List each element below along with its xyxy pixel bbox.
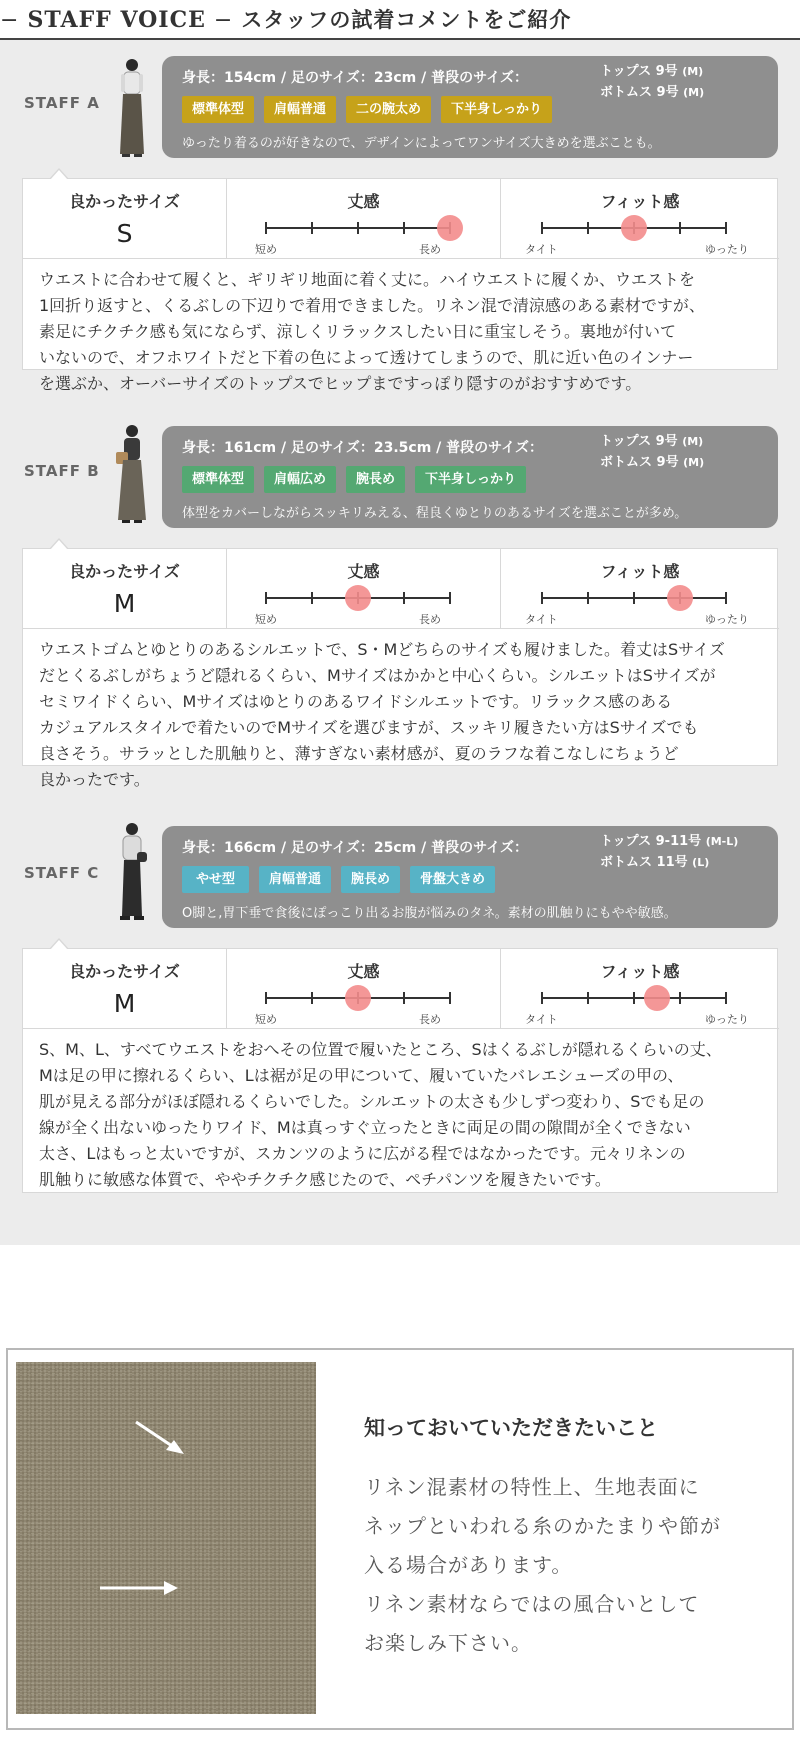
staff-profile-bubble xyxy=(162,826,778,928)
notice-body xyxy=(364,1468,721,1663)
tops-letter: (M) xyxy=(682,65,704,78)
scale-marker xyxy=(437,215,463,241)
scale-tick xyxy=(587,222,589,234)
review-line: セミワイドくらい、Mサイズはゆとりのあるワイドシルエットです。リラックス感のある xyxy=(39,692,673,711)
notice-line: リネン混素材の特性上、生地表面に xyxy=(364,1475,700,1499)
body-tag: 二の腕太め xyxy=(346,96,431,123)
review-line: ウエストに合わせて履くと、ギリギリ地面に着く丈に。ハイウエストに履くか、ウエストを xyxy=(39,270,696,289)
staff-profile-comment: ゆったり着るのが好きなので、デザインによってワンサイズ大きめを選ぶことも。 xyxy=(182,136,661,151)
rating-row xyxy=(23,179,779,259)
length-left-label: 短め xyxy=(255,243,277,256)
staff-c-photo xyxy=(110,820,154,924)
review-line: 線が全く出ないゆったりワイド、Mは真っすぐ立ったときに両足の間の隙間が全くできない xyxy=(39,1118,691,1137)
staff-b-photo xyxy=(110,422,154,526)
body-tag: 肩幅普通 xyxy=(259,866,331,893)
fit-title: フィット感 xyxy=(600,192,680,211)
scale-tick xyxy=(403,592,405,604)
title-english: STAFF VOICE xyxy=(27,7,206,33)
usual-sizes xyxy=(600,831,738,873)
scale-tick xyxy=(265,222,267,234)
body-type-tags xyxy=(182,466,536,493)
best-size-cell xyxy=(23,549,227,629)
fit-left-label: タイト xyxy=(525,613,558,626)
best-size-title: 良かったサイズ xyxy=(69,562,180,581)
staff-profile-comment: O脚と,胃下垂で食後にぽっこり出るお腹が悩みのタネ。素材の肌触りにもやや敏感。 xyxy=(182,906,677,921)
review-card xyxy=(22,548,778,789)
review-line: ウエストゴムとゆとりのあるシルエットで、S・Mどちらのサイズも履けました。着丈はSサイズ xyxy=(39,640,725,659)
notice-title: 知っておいていただきたいこと xyxy=(364,1416,658,1440)
linen-fabric-photo xyxy=(16,1362,316,1714)
review-text xyxy=(39,267,769,397)
review-line: 良かったです。 xyxy=(39,770,150,789)
scale-marker xyxy=(345,585,371,611)
bottoms-letter: (L) xyxy=(692,856,710,869)
length-right-label: 長め xyxy=(419,243,441,256)
staff-label: STAFF A xyxy=(24,94,100,112)
scale-tick xyxy=(311,592,313,604)
bottoms-label: ボトムス xyxy=(600,85,653,100)
length-scale xyxy=(265,587,455,607)
title-japanese: スタッフの試着コメントをご紹介 xyxy=(241,8,572,32)
scale-tick xyxy=(403,222,405,234)
body-tag: 肩幅普通 xyxy=(264,96,336,123)
scale-tick xyxy=(541,592,543,604)
usual-sizes xyxy=(600,61,704,103)
length-right-label: 長め xyxy=(419,1013,441,1026)
length-right-label: 長め xyxy=(419,613,441,626)
scale-tick xyxy=(357,222,359,234)
scale-tick xyxy=(725,592,727,604)
scale-tick xyxy=(725,222,727,234)
fit-title: フィット感 xyxy=(600,962,680,981)
fit-title: フィット感 xyxy=(600,562,680,581)
notice-line: 入る場合があります。 xyxy=(364,1553,573,1577)
staff-b-section xyxy=(0,426,800,789)
best-size-title: 良かったサイズ xyxy=(69,192,180,211)
review-card xyxy=(22,948,778,1193)
scale-tick xyxy=(679,222,681,234)
scale-tick xyxy=(541,222,543,234)
best-size-cell xyxy=(23,179,227,259)
staff-a-section xyxy=(0,56,800,393)
scale-tick xyxy=(679,992,681,1004)
tops-size: 9-11号 xyxy=(655,834,702,849)
length-left-label: 短め xyxy=(255,1013,277,1026)
scale-tick xyxy=(633,592,635,604)
review-line: Mは足の甲に擦れるくらい、Lは裾が足の甲について、履いていたバレエシューズの甲の、 xyxy=(39,1066,684,1085)
section-header xyxy=(0,0,800,40)
body-tag: 下半身しっかり xyxy=(441,96,552,123)
rating-row xyxy=(23,549,779,629)
fit-left-label: タイト xyxy=(525,1013,558,1026)
best-size-value: S xyxy=(116,219,133,248)
body-type-tags xyxy=(182,866,505,893)
scale-marker xyxy=(345,985,371,1011)
body-tag: 標準体型 xyxy=(182,466,254,493)
fit-right-label: ゆったり xyxy=(705,613,749,626)
staff-voice-panel xyxy=(0,40,800,1245)
scale-tick xyxy=(725,992,727,1004)
tops-label: トップス xyxy=(600,434,652,449)
scale-tick xyxy=(265,992,267,1004)
body-type-tags xyxy=(182,96,562,123)
section-title xyxy=(0,4,571,34)
notice-line: リネン素材ならではの風合いとして xyxy=(364,1592,700,1616)
bottoms-letter: (M) xyxy=(683,456,705,469)
review-line: 1回折り返すと、くるぶしの下辺りで着用できました。リネン混で清涼感のある素材ですが、 xyxy=(39,296,705,315)
review-line: 良さそう。サラッとした肌触りと、薄すぎない素材感が、夏のラフな着こなしにちょうど xyxy=(39,744,679,763)
length-cell xyxy=(227,549,501,629)
fit-scale xyxy=(541,987,731,1007)
scale-tick xyxy=(449,592,451,604)
scale-tick xyxy=(633,992,635,1004)
notice-line: ネップといわれる糸のかたまりや節が xyxy=(364,1514,721,1538)
fit-cell xyxy=(501,949,779,1029)
scale-tick xyxy=(587,592,589,604)
bottoms-label: ボトムス xyxy=(600,855,653,870)
review-card xyxy=(22,178,778,393)
review-line: カジュアルスタイルで着たいのでMサイズを選びますが、スッキリ履きたい方はSサイズでも xyxy=(39,718,699,737)
scale-tick xyxy=(449,992,451,1004)
fit-cell xyxy=(501,179,779,259)
notice-line: お楽しみ下さい。 xyxy=(364,1631,532,1655)
fit-right-label: ゆったり xyxy=(705,243,749,256)
tops-letter: (M) xyxy=(682,435,704,448)
staff-label: STAFF B xyxy=(24,462,100,480)
review-line: いないので、オフホワイトだと下着の色によって透けてしまうので、肌に近い色のインナー xyxy=(39,348,694,367)
review-line: を選ぶか、オーバーサイズのトップスでヒップまですっぽり隠すのがおすすめです。 xyxy=(39,374,642,393)
body-tag: 標準体型 xyxy=(182,96,254,123)
staff-stats: 身長：161cm / 足のサイズ：23.5cm / 普段のサイズ： xyxy=(182,440,544,456)
scale-marker xyxy=(667,585,693,611)
scale-tick xyxy=(403,992,405,1004)
fit-left-label: タイト xyxy=(525,243,558,256)
length-left-label: 短め xyxy=(255,613,277,626)
body-tag: 骨盤大きめ xyxy=(410,866,495,893)
fit-scale xyxy=(541,217,731,237)
staff-profile-bubble xyxy=(162,426,778,528)
staff-c-section xyxy=(0,826,800,1236)
length-title: 丈感 xyxy=(347,562,380,581)
staff-a-photo xyxy=(110,56,154,160)
review-line: だとくるぶしがちょうど隠れるくらい、Mサイズはかかと中心くらい。シルエットはSサイズが xyxy=(39,666,716,685)
body-tag: やせ型 xyxy=(182,866,249,893)
review-line: 肌触りに敏感な体質で、ややチクチク感じたので、ペチパンツを履きたいです。 xyxy=(39,1170,611,1189)
staff-profile-bubble xyxy=(162,56,778,158)
title-separator-2: − xyxy=(213,8,234,33)
bottoms-size: 9号 xyxy=(656,455,679,470)
best-size-value: M xyxy=(113,989,136,1018)
scale-tick xyxy=(311,222,313,234)
notice-box xyxy=(6,1348,794,1730)
staff-stats: 身長：166cm / 足のサイズ：25cm / 普段のサイズ： xyxy=(182,840,528,856)
length-cell xyxy=(227,179,501,259)
length-scale xyxy=(265,987,455,1007)
length-scale xyxy=(265,217,455,237)
scale-tick xyxy=(265,592,267,604)
body-tag: 下半身しっかり xyxy=(415,466,526,493)
length-cell xyxy=(227,949,501,1029)
scale-tick xyxy=(587,992,589,1004)
title-separator: − xyxy=(0,8,20,33)
fit-right-label: ゆったり xyxy=(705,1013,749,1026)
scale-tick xyxy=(541,992,543,1004)
tops-label: トップス xyxy=(600,64,652,79)
review-line: 素足にチクチク感も気にならず、涼しくリラックスしたい日に重宝しそう。裏地が付いて xyxy=(39,322,676,341)
best-size-cell xyxy=(23,949,227,1029)
staff-profile-comment: 体型をカバーしながらスッキリみえる、程良くゆとりのあるサイズを選ぶことが多め。 xyxy=(182,506,688,521)
length-title: 丈感 xyxy=(347,962,380,981)
review-text xyxy=(39,637,769,793)
tops-letter: (M-L) xyxy=(705,835,739,848)
tops-size: 9号 xyxy=(655,64,678,79)
bottoms-letter: (M) xyxy=(683,86,705,99)
bottoms-size: 9号 xyxy=(656,85,679,100)
review-line: 肌が見える部分がほぼ隠れるくらいでした。シルエットの太さも少しずつ変わり、Sでも足の xyxy=(39,1092,705,1111)
bottoms-label: ボトムス xyxy=(600,455,653,470)
tops-label: トップス xyxy=(600,834,652,849)
staff-label: STAFF C xyxy=(24,864,100,882)
scale-marker xyxy=(644,985,670,1011)
body-tag: 肩幅広め xyxy=(264,466,336,493)
length-title: 丈感 xyxy=(347,192,380,211)
body-tag: 腕長め xyxy=(346,466,405,493)
tops-size: 9号 xyxy=(655,434,678,449)
staff-stats: 身長：154cm / 足のサイズ：23cm / 普段のサイズ： xyxy=(182,70,528,86)
review-text xyxy=(39,1037,769,1193)
fit-cell xyxy=(501,549,779,629)
review-line: S、M、L、すべてウエストをおへその位置で履いたところ、Sはくるぶしが隠れるくらいの丈、 xyxy=(39,1040,722,1059)
body-tag: 腕長め xyxy=(341,866,400,893)
bottoms-size: 11号 xyxy=(656,855,688,870)
review-line: 太さ、Lはもっと太いですが、スカンツのように広がる程ではなかったです。元々リネンの xyxy=(39,1144,686,1163)
scale-marker xyxy=(621,215,647,241)
best-size-title: 良かったサイズ xyxy=(69,962,180,981)
fit-scale xyxy=(541,587,731,607)
scale-tick xyxy=(311,992,313,1004)
best-size-value: M xyxy=(113,589,136,618)
usual-sizes xyxy=(600,431,704,473)
rating-row xyxy=(23,949,779,1029)
